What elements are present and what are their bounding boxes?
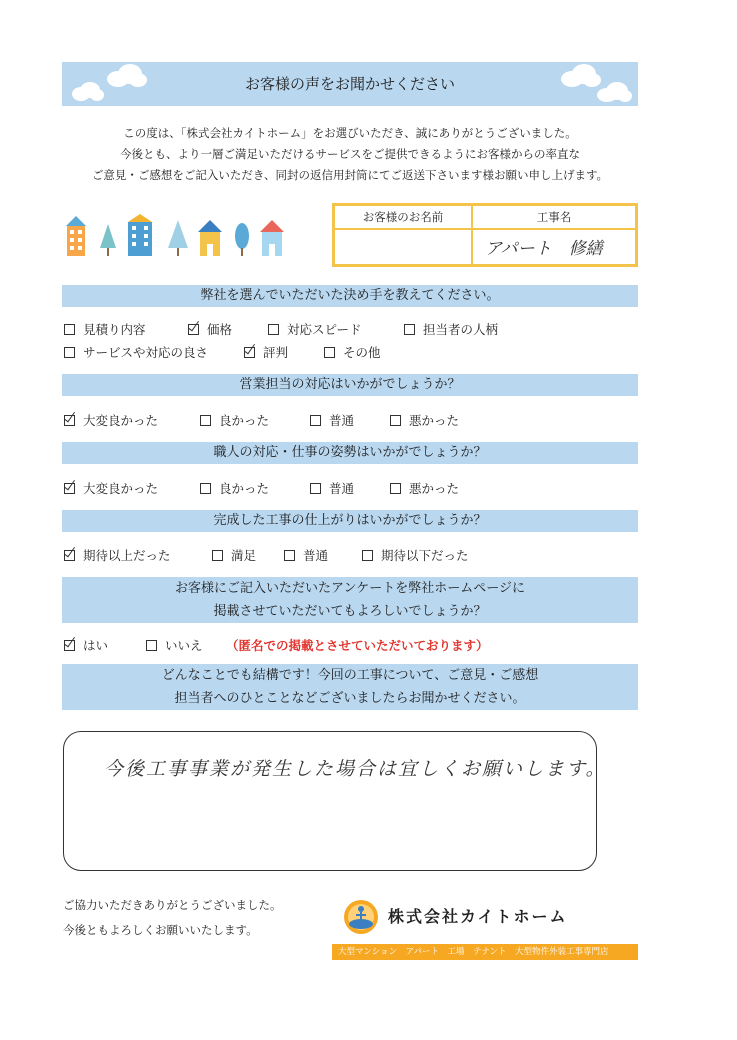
- customer-info-table: [332, 203, 638, 267]
- company-name: 株式会社カイトホーム: [388, 907, 568, 926]
- question-band: [62, 577, 638, 623]
- work-name-value[interactable]: アパート 修繕: [485, 239, 603, 259]
- checkbox[interactable]: [362, 550, 373, 561]
- house-icon: [66, 216, 86, 256]
- header-band: [62, 62, 638, 106]
- page-title: お客様の声をお聞かせください: [244, 75, 455, 93]
- checkbox-option[interactable]: その他: [324, 343, 381, 361]
- question-band: [62, 664, 638, 710]
- intro-text: この度は、「株式会社カイトホーム」をお選びいただき、誠にありがとうございました。 今後とも、より一層ご満足いただけるサービスをご提供できるようにお客様からの率直な ご意見・ご感想をご記入いただき、同封の返信用封筒にてご返送下さいます様お願い申し上げます。: [91, 126, 609, 182]
- company-logo-icon: [342, 898, 380, 936]
- table-divider: [471, 206, 473, 264]
- checkbox[interactable]: [310, 415, 321, 426]
- question-title: 弊社を選んでいただいた決め手を教えてください。: [200, 288, 500, 303]
- checkbox-option[interactable]: 良かった: [200, 479, 269, 497]
- tree-icon: [235, 223, 249, 256]
- checkbox-option[interactable]: 良かった: [200, 411, 269, 429]
- question-title: 職人の対応・仕事の姿勢はいかがでしょうか？: [213, 445, 487, 460]
- houses-trees-illustration: [64, 214, 290, 258]
- checkbox[interactable]: [200, 483, 211, 494]
- question-band: [62, 374, 638, 396]
- question-band: [62, 285, 638, 307]
- tree-icon: [100, 224, 116, 256]
- checkbox-option[interactable]: 普通: [310, 479, 354, 497]
- checkbox-option[interactable]: はい: [64, 636, 108, 654]
- house-icon: [198, 220, 222, 256]
- checkbox[interactable]: [64, 324, 75, 335]
- comment-box[interactable]: [63, 731, 607, 871]
- work-name-header: 工事名: [473, 206, 635, 230]
- question-title: どんなことでも結構です！今回の工事について、ご意見・ご感想: [161, 668, 539, 683]
- customer-name-field[interactable]: [335, 230, 471, 264]
- checkbox[interactable]: [390, 483, 401, 494]
- checkbox[interactable]: [212, 550, 223, 561]
- question-band: [62, 510, 638, 532]
- cloud-icon: [595, 80, 633, 104]
- checkbox-option[interactable]: 期待以下だった: [362, 546, 469, 564]
- question-title: 担当者へのひとことなどございましたらお聞かせください。: [174, 691, 526, 706]
- cloud-icon: [104, 62, 148, 88]
- checkbox-checked[interactable]: [64, 640, 75, 651]
- tree-icon: [168, 220, 188, 256]
- checkbox[interactable]: [310, 483, 321, 494]
- question-band: [62, 442, 638, 464]
- checkbox[interactable]: [146, 640, 157, 651]
- checkbox-option[interactable]: サービスや対応の良さ: [64, 343, 208, 361]
- checkbox[interactable]: [284, 550, 295, 561]
- checkbox-option[interactable]: 対応スピード: [268, 320, 362, 338]
- regards-message: 今後ともよろしくお願いいたします。: [63, 923, 258, 937]
- checkbox[interactable]: [268, 324, 279, 335]
- checkbox-option[interactable]: 普通: [284, 546, 328, 564]
- checkbox[interactable]: [324, 347, 335, 358]
- question-title: 掲載させていただいてもよろしいでしょうか？: [213, 604, 487, 619]
- question-title: お客様にご記入いただいたアンケートを弊社ホームページに: [175, 581, 525, 596]
- checkbox-option[interactable]: 期待以上だった: [64, 546, 171, 564]
- checkbox-option[interactable]: 満足: [212, 546, 256, 564]
- checkbox[interactable]: [404, 324, 415, 335]
- checkbox[interactable]: [200, 415, 211, 426]
- checkbox-option[interactable]: 価格: [188, 320, 232, 338]
- checkbox-option[interactable]: 悪かった: [390, 411, 459, 429]
- checkbox-option[interactable]: 見積り内容: [64, 320, 146, 338]
- checkbox[interactable]: [390, 415, 401, 426]
- customer-name-header: お客様のお名前: [335, 206, 471, 230]
- building-icon: [128, 214, 152, 256]
- question-title: 営業担当の対応はいかがでしょうか？: [239, 377, 461, 392]
- company-tagline: 大型マンション アパート 工場 テナント 大型物件外装工事専門店: [332, 944, 638, 960]
- question-title: 完成した工事の仕上がりはいかがでしょうか？: [213, 513, 487, 528]
- checkbox-option[interactable]: 大変良かった: [64, 479, 158, 497]
- checkbox-option[interactable]: 悪かった: [390, 479, 459, 497]
- checkbox-option[interactable]: 担当者の人柄: [404, 320, 498, 338]
- thanks-message: ご協力いただきありがとうございました。: [63, 898, 282, 912]
- checkbox-checked[interactable]: [244, 347, 255, 358]
- comment-text[interactable]: 今後工事事業が発生した場合は宜しくお願いします。: [104, 758, 607, 780]
- checkbox-option[interactable]: 評判: [244, 343, 288, 361]
- checkbox-checked[interactable]: [188, 324, 199, 335]
- checkbox-checked[interactable]: [64, 483, 75, 494]
- checkbox-checked[interactable]: [64, 550, 75, 561]
- cloud-icon: [70, 80, 104, 102]
- checkbox-option[interactable]: いいえ: [146, 636, 203, 654]
- checkbox-option[interactable]: 大変良かった: [64, 411, 158, 429]
- checkbox-option[interactable]: 普通: [310, 411, 354, 429]
- checkbox-checked[interactable]: [64, 415, 75, 426]
- checkbox[interactable]: [64, 347, 75, 358]
- house-icon: [260, 220, 284, 256]
- anonymous-note: （匿名での掲載とさせていただいております）: [226, 638, 489, 653]
